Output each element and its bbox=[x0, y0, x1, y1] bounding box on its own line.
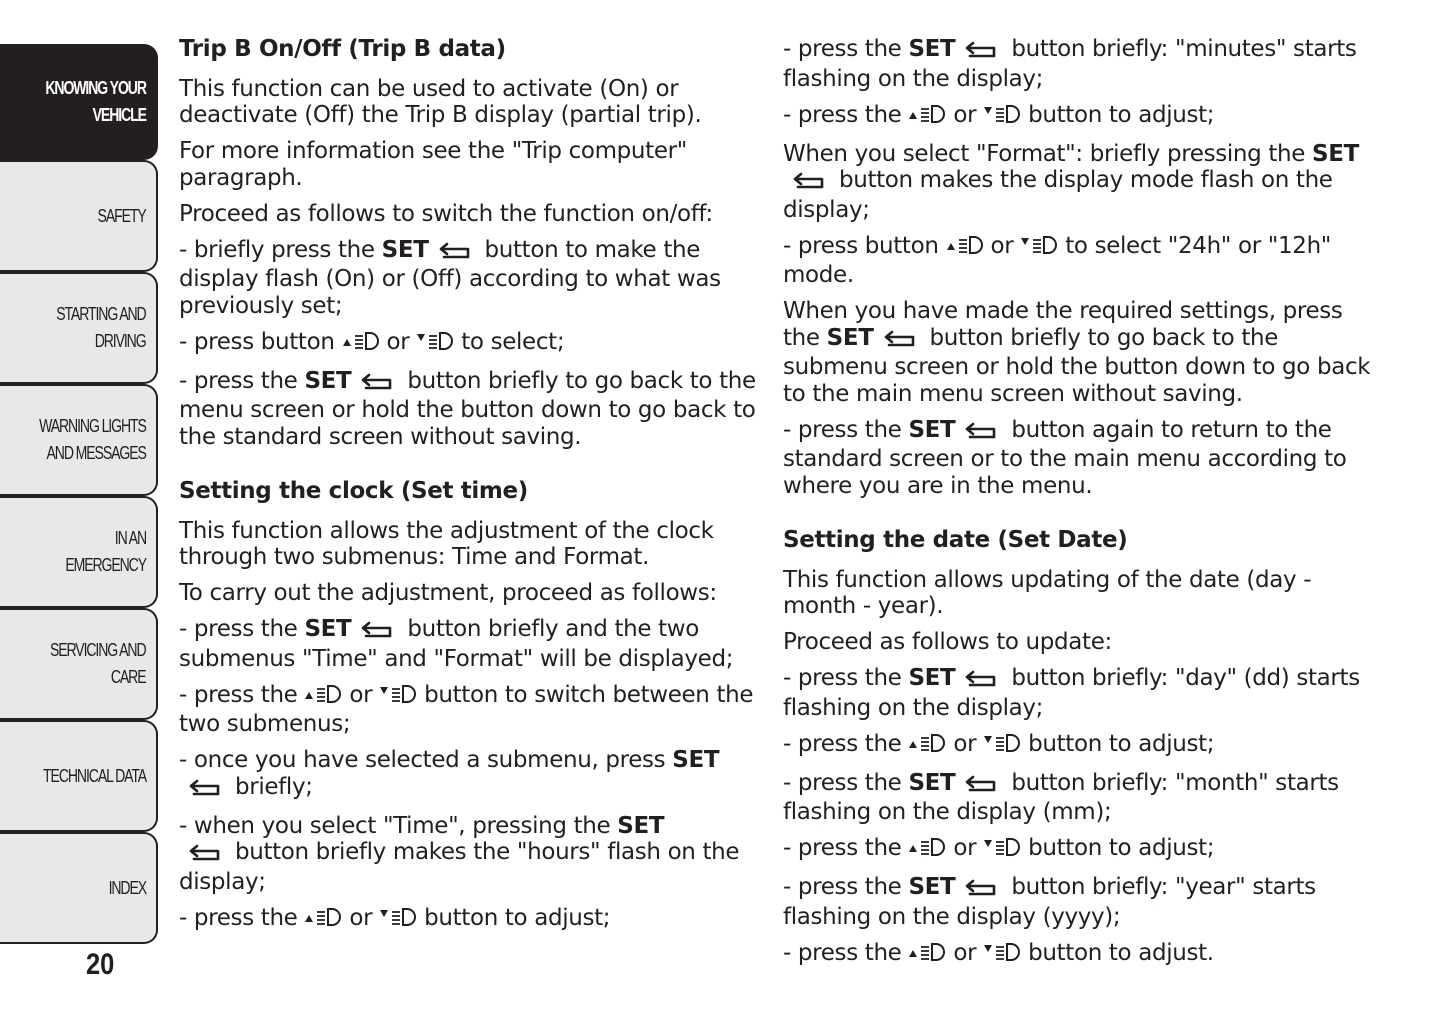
paragraph: - press button or to select; bbox=[179, 329, 759, 359]
set-label: SET bbox=[304, 367, 352, 394]
paragraph: - press the SET button briefly to go back to the menu screen or hold the button down to go back to the standard screen without saving. bbox=[179, 367, 756, 450]
paragraph: For more information see the "Trip computer" paragraph. bbox=[179, 138, 687, 191]
set-label: SET bbox=[908, 769, 956, 796]
tab-safety[interactable]: SAFETY bbox=[0, 160, 158, 272]
down-light-icon bbox=[983, 836, 1021, 865]
page-number: 20 bbox=[86, 948, 115, 981]
tab-servicing-and-care[interactable]: SERVICING AND CARE bbox=[0, 608, 158, 720]
up-light-icon bbox=[342, 330, 380, 359]
up-light-icon bbox=[304, 906, 342, 935]
left-column bbox=[179, 36, 759, 944]
tab-index[interactable]: INDEX bbox=[0, 832, 158, 944]
paragraph: Proceed as follows to switch the function on/off: bbox=[179, 200, 713, 227]
up-light-icon bbox=[908, 732, 946, 761]
return-arrow-icon bbox=[874, 328, 923, 355]
paragraph: - press the or button to adjust; bbox=[783, 102, 1383, 132]
down-light-icon bbox=[416, 330, 454, 359]
set-label: SET bbox=[908, 36, 956, 62]
return-arrow-icon bbox=[179, 842, 228, 869]
down-light-icon bbox=[379, 906, 417, 935]
paragraph: - once you have selected a submenu, press SET briefly; bbox=[179, 747, 759, 803]
paragraph: - press the or button to adjust; bbox=[783, 731, 1383, 761]
set-label: SET bbox=[381, 236, 429, 263]
paragraph: - when you select "Time", pressing the SET button briefly makes the "hours" flash on the display; bbox=[179, 812, 740, 895]
return-arrow-icon bbox=[955, 668, 1004, 695]
paragraph: - press the SET button briefly: "month" starts flashing on the display (mm); bbox=[783, 769, 1339, 825]
paragraph: - briefly press the SET button to make the display flash (On) or (Off) according to what was previously set; bbox=[179, 236, 721, 319]
set-label: SET bbox=[908, 874, 956, 900]
set-label: SET bbox=[304, 616, 352, 642]
heading-trip-b: Trip B On/Off (Trip B data) bbox=[179, 36, 506, 62]
chapter-tabs bbox=[0, 44, 158, 944]
down-light-icon bbox=[983, 941, 1021, 970]
tab-starting-and-driving[interactable]: STARTING AND DRIVING bbox=[0, 272, 158, 384]
tab-in-an-emergency[interactable]: IN AN EMERGENCY bbox=[0, 496, 158, 608]
return-arrow-icon bbox=[179, 777, 228, 804]
return-arrow-icon bbox=[955, 773, 1004, 800]
up-light-icon bbox=[908, 941, 946, 970]
right-column bbox=[783, 36, 1383, 979]
return-arrow-icon bbox=[351, 619, 400, 646]
paragraph: - press the SET button briefly: "day" (dd) starts flashing on the display; bbox=[783, 665, 1360, 721]
paragraph: This function allows updating of the date (day - month - year). bbox=[783, 566, 1312, 619]
paragraph: This function allows the adjustment of the clock through two submenus: Time and Format. bbox=[179, 517, 714, 570]
set-label: SET bbox=[617, 812, 665, 839]
tab-warning-lights[interactable]: WARNING LIGHTS AND MESSAGES bbox=[0, 384, 158, 496]
paragraph: - press the or button to adjust; bbox=[783, 835, 1383, 865]
return-arrow-icon bbox=[955, 420, 1004, 447]
tab-technical-data[interactable]: TECHNICAL DATA bbox=[0, 720, 158, 832]
return-arrow-icon bbox=[783, 170, 832, 197]
up-light-icon bbox=[908, 103, 946, 132]
up-light-icon bbox=[304, 683, 342, 712]
set-label: SET bbox=[1312, 140, 1359, 167]
set-label: SET bbox=[908, 665, 956, 691]
return-arrow-icon bbox=[955, 39, 1004, 66]
paragraph: When you select "Format": briefly pressing the SET button makes the display mode flash on the display; bbox=[783, 140, 1359, 223]
paragraph: When you have made the required settings, press the SET button briefly to go back to the submenu screen or hold the button down to go back to the main menu screen without saving. bbox=[783, 298, 1371, 407]
paragraph: - press the or button to adjust. bbox=[783, 940, 1383, 970]
paragraph: - press the or button to switch between the two submenus; bbox=[179, 681, 754, 737]
return-arrow-icon bbox=[955, 877, 1004, 904]
paragraph: To carry out the adjustment, proceed as follows: bbox=[179, 580, 717, 606]
set-label: SET bbox=[826, 324, 874, 351]
return-arrow-icon bbox=[351, 371, 400, 398]
return-arrow-icon bbox=[429, 240, 478, 267]
paragraph: - press the SET button briefly: "year" starts flashing on the display (yyyy); bbox=[783, 874, 1316, 930]
up-light-icon bbox=[946, 234, 984, 263]
paragraph: - press the or button to adjust; bbox=[179, 905, 759, 935]
paragraph: - press button or to select "24h" or "12h" mode. bbox=[783, 232, 1332, 288]
paragraph: This function can be used to activate (On) or deactivate (Off) the Trip B display (partial trip). bbox=[179, 75, 702, 128]
heading-set-date: Setting the date (Set Date) bbox=[783, 527, 1128, 553]
down-light-icon bbox=[983, 103, 1021, 132]
down-light-icon bbox=[1020, 234, 1058, 263]
tab-knowing-your-vehicle[interactable]: KNOWING YOUR VEHICLE bbox=[0, 44, 158, 160]
paragraph: - press the SET button briefly: "minutes" starts flashing on the display; bbox=[783, 36, 1357, 92]
paragraph: - press the SET button again to return to the standard screen or to the main menu according to where you are in the menu. bbox=[783, 416, 1347, 499]
paragraph: - press the SET button briefly and the two submenus "Time" and "Format" will be displayed; bbox=[179, 616, 734, 672]
down-light-icon bbox=[379, 683, 417, 712]
paragraph: Proceed as follows to update: bbox=[783, 629, 1112, 655]
up-light-icon bbox=[908, 836, 946, 865]
set-label: SET bbox=[672, 747, 720, 773]
down-light-icon bbox=[983, 732, 1021, 761]
set-label: SET bbox=[908, 416, 956, 443]
heading-set-time: Setting the clock (Set time) bbox=[179, 478, 528, 504]
